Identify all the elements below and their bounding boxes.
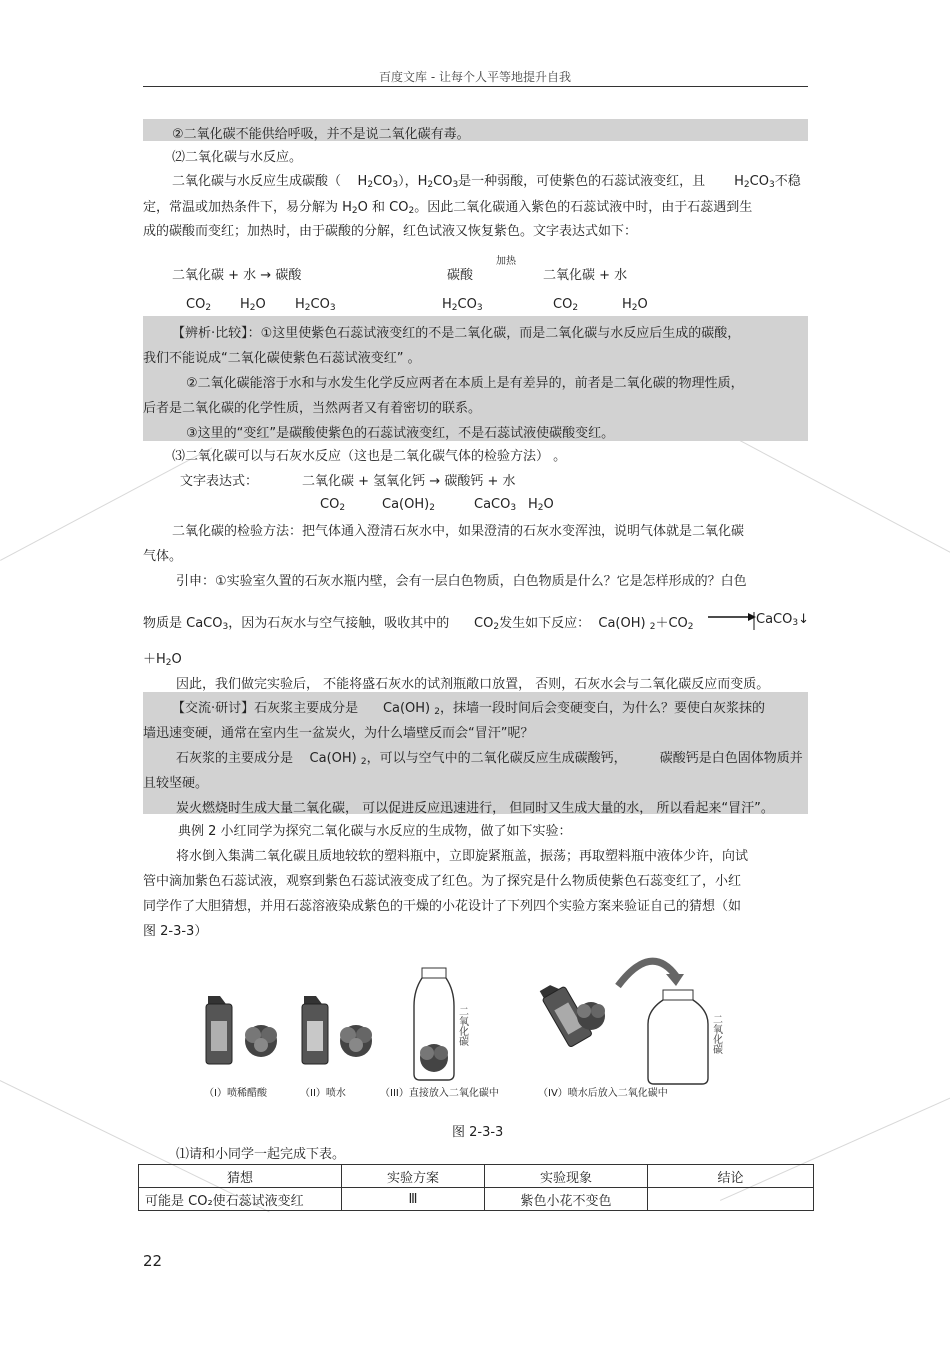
text-line: 将水倒入集满二氧化碳且质地较软的塑料瓶中，立即旋紧瓶盖，振荡；再取塑料瓶中液体少许，向试	[176, 849, 749, 864]
reaction-line: 物质是 CaCO$_3$，因为石灰水与空气接触，吸收其中的 $CO_2$发生如下反应： Ca(OH) $_2+CO_2$	[143, 616, 694, 632]
page-edge-line	[740, 440, 950, 554]
analysis-line: ③这里的“变红”是碳酸使紫色的石蕊试液变红，不是石蕊试液使碳酸变红。	[186, 426, 615, 441]
analysis-line: ②二氧化碳能溶于水和与水发生化学反应两者在本质上是有差异的，前者是二氧化碳的物理性质，	[186, 376, 744, 391]
formula: $CO_2$	[553, 297, 579, 313]
table-header-cell: 结论	[648, 1165, 814, 1188]
gas-jar-icon	[648, 990, 708, 1084]
table-header-cell: 实验现象	[485, 1165, 648, 1188]
results-table	[138, 1164, 814, 1211]
text-line: 二氧化碳与水反应生成碳酸（ $H_2CO_3$），$H_2CO_3$是一种弱酸，可使紫色的石蕊试液变红，且 $H_2CO_3$不稳	[172, 174, 801, 190]
table-cell: 可能是 CO₂使石蕊试液变红	[139, 1188, 342, 1211]
flower-icon	[577, 1002, 605, 1030]
formula: $CO_2$	[320, 497, 346, 513]
discussion-line: 墙迅速变硬，通常在室内生一盆炭火，为什么墙壁反而会“冒汗”呢？	[143, 726, 534, 741]
formula: $H_2O$	[528, 497, 554, 513]
discussion-line: 【交流·研讨】石灰浆主要成分是 Ca(OH) $_2$，抹墙一段时间后会变硬变白，为什么？要使白灰浆抹的	[172, 701, 766, 717]
page-edge-line	[0, 447, 212, 561]
text-line: ⑴请和小同学一起完成下表。	[176, 1147, 346, 1162]
header-divider	[143, 86, 808, 87]
spray-bottle-icon	[206, 996, 232, 1064]
formula: $H_2CO_3$	[295, 297, 336, 313]
equation-line: 二氧化碳 + 水	[543, 268, 628, 283]
equation-line: 二氧化碳 + 水 → 碳酸	[172, 268, 302, 283]
text-line: 二氧化碳的检验方法：把气体通入澄清石灰水中，如果澄清的石灰水变浑浊，说明气体就是二氧化碳	[172, 524, 745, 539]
figure-label-4: （IV）喷水后放入二氧化碳中	[538, 1088, 668, 1099]
equation-line: 二氧化碳 + 氢氧化钙 → 碳酸钙 + 水	[302, 474, 516, 489]
spray-bottle-icon	[302, 996, 328, 1064]
table-cell: Ⅲ	[342, 1188, 485, 1211]
header-title: 百度文库 - 让每个人平等地提升自我	[379, 70, 571, 84]
formula: $CO_2$	[186, 297, 212, 313]
analysis-line: 后者是二氧化碳的化学性质，当然两者又有着密切的联系。	[143, 401, 482, 416]
text-line: 因此，我们做完实验后， 不能将盛石灰水的试剂瓶敞口放置， 否则，石灰水会与二氧化碳反应而变质。	[176, 677, 770, 692]
text-line: ②二氧化碳不能供给呼吸，并不是说二氧化碳有毒。	[172, 127, 470, 142]
text-line: $+H_2O$	[143, 652, 182, 668]
text-line: 定，常温或加热条件下，易分解为 $H_2O$ 和 $CO_2$。因此二氧化碳通入紫色的石蕊试液中时，由于石蕊遇到生	[143, 200, 753, 216]
equation-line: 碳酸	[447, 268, 474, 283]
example-title: 典例 2 小红同学为探究二氧化碳与水反应的生成物，做了如下实验：	[178, 824, 572, 839]
table-header-row	[139, 1165, 814, 1188]
flower-icon	[245, 1025, 277, 1057]
reaction-arrow-icon	[706, 608, 756, 630]
formula: $H_2O$	[240, 297, 266, 313]
reaction-product: CaCO$_3$↓	[756, 612, 809, 628]
text-line: 图 2-3-3）	[143, 924, 208, 939]
table-cell: 紫色小花不变色	[485, 1188, 648, 1211]
text-line: 引申：①实验室久置的石灰水瓶内壁，会有一层白色物质，白色物质是什么？它是怎样形成的？白色	[176, 574, 747, 589]
table-row	[139, 1188, 814, 1211]
discussion-line: 石灰浆的主要成分是 Ca(OH) $_2$，可以与空气中的二氧化碳反应生成碳酸钙， 碳酸钙是白色固体物质并	[176, 751, 803, 767]
jar-label: 二氧化碳	[710, 1014, 722, 1054]
formula: CaCO$_3$	[474, 497, 517, 513]
text-line: 成的碳酸而变红；加热时，由于碳酸的分解，红色试液又恢复紫色。文字表达式如下：	[143, 224, 638, 239]
figure-label-2: （II）喷水	[300, 1088, 346, 1099]
discussion-line: 炭火燃烧时生成大量二氧化碳， 可以促进反应迅速进行， 但同时又生成大量的水， 所以看起来“冒汗”。	[176, 801, 774, 816]
curved-arrow-icon	[666, 974, 684, 986]
page-number: 22	[143, 1252, 163, 1270]
formula: $H_2CO_3$	[442, 297, 483, 313]
formula: $Ca(OH)_2$	[382, 497, 435, 513]
table-header-cell: 实验方案	[342, 1165, 485, 1188]
text-line: ⑵二氧化碳与水反应。	[172, 150, 303, 165]
figure-label-1: （I）喷稀醋酸	[204, 1088, 267, 1099]
text-line: 管中滴加紫色石蕊试液，观察到紫色石蕊试液变成了红色。为了探究是什么物质使紫色石蕊变红了，小红	[143, 874, 742, 889]
figure-caption: 图 2-3-3	[452, 1125, 504, 1140]
formula: $H_2O$	[622, 297, 648, 313]
jar-label: 二氧化碳	[456, 1006, 468, 1046]
table-header-cell: 猜想	[139, 1165, 342, 1188]
equation-label: 文字表达式：	[180, 474, 259, 489]
experiment-figure	[186, 946, 731, 1104]
analysis-line: 我们不能说成“二氧化碳使紫色石蕊试液变红” 。	[143, 351, 421, 366]
text-line: 同学作了大胆猜想，并用石蕊溶液染成紫色的干燥的小花设计了下列四个实验方案来验证自己的猜想（如	[143, 899, 742, 914]
gas-jar-icon	[414, 968, 454, 1080]
figure-label-3: （III）直接放入二氧化碳中	[380, 1088, 499, 1099]
discussion-line: 且较坚硬。	[143, 776, 209, 791]
flower-icon	[340, 1025, 372, 1057]
text-line: ⑶二氧化碳可以与石灰水反应（这也是二氧化碳气体的检验方法） 。	[172, 449, 567, 464]
heat-label: 加热	[496, 256, 516, 267]
text-line: 气体。	[143, 549, 183, 564]
table-cell[interactable]	[648, 1188, 814, 1211]
analysis-line: 【辨析·比较】：①这里使紫色石蕊试液变红的不是二氧化碳，而是二氧化碳与水反应后生成的碳酸，	[172, 326, 741, 341]
